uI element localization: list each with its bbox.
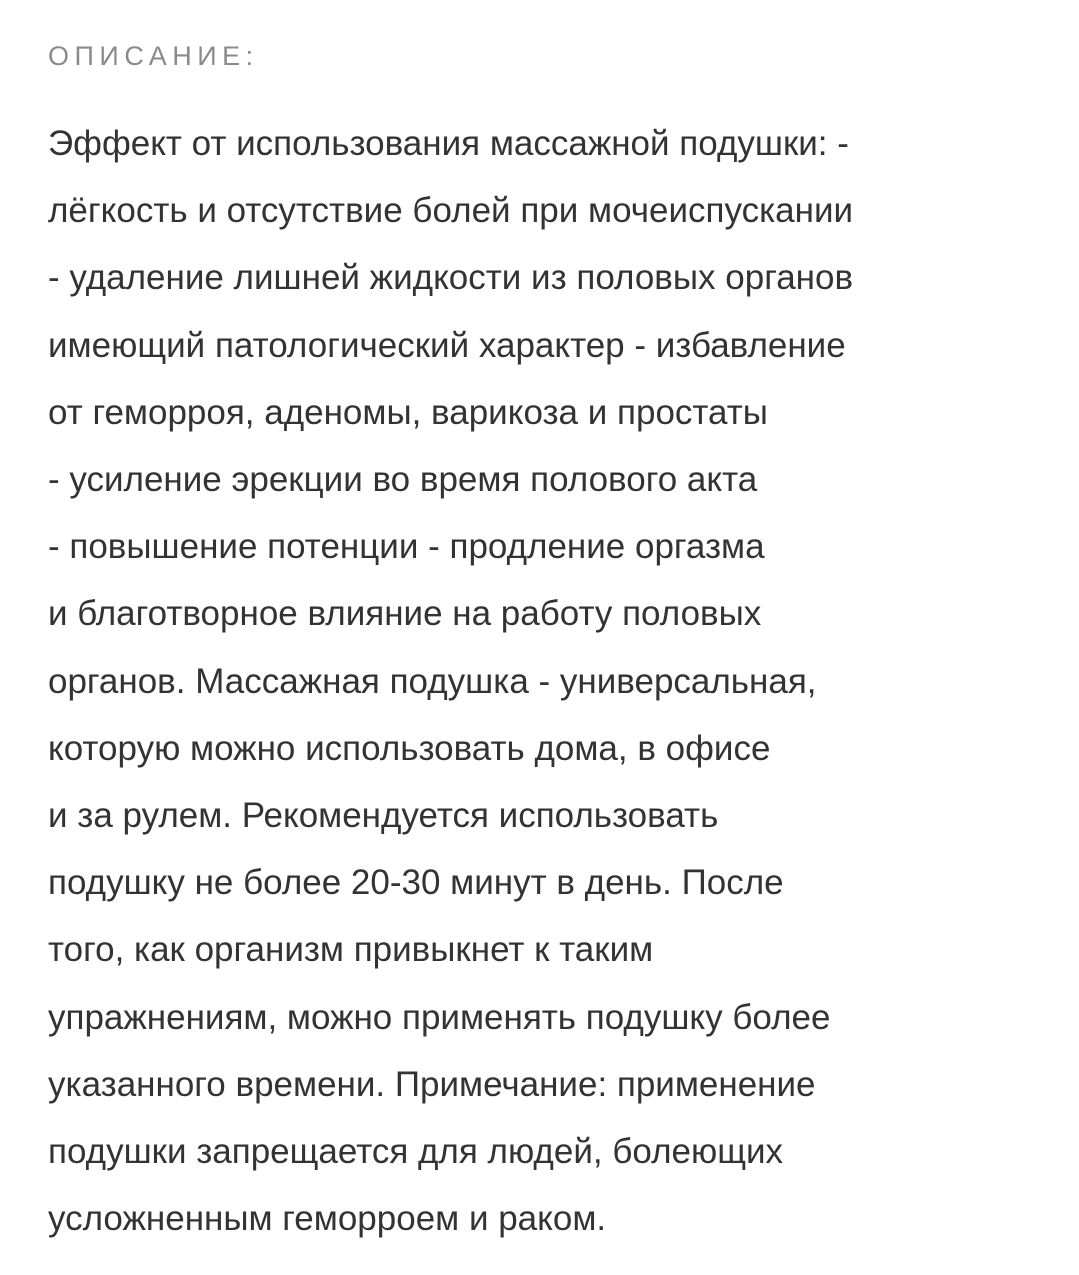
description-line: - усиление эрекции во время полового акта — [48, 460, 758, 500]
description-line: Эффект от использования массажной подушки: - — [48, 124, 849, 163]
description-line: органов. Массажная подушка - универсальная, — [48, 661, 817, 701]
description-line: того, как организм привыкнет к таким — [48, 930, 654, 970]
description-line: лёгкость и отсутствие болей при мочеиспускании — [48, 191, 854, 231]
description-section — [48, 36, 1058, 1252]
description-line: подушки запрещается для людей, болеющих — [48, 1132, 784, 1172]
description-line: от геморроя, аденомы, варикоза и простаты — [48, 392, 768, 432]
description-line: и за рулем. Рекомендуется использовать — [48, 796, 719, 836]
description-text — [48, 110, 1058, 1252]
description-line: - повышение потенции - продление оргазма — [48, 527, 765, 567]
description-line: которую можно использовать дома, в офисе — [48, 728, 771, 768]
description-line: усложненным геморроем и раком. — [48, 1199, 607, 1239]
description-line: упражнениям, можно применять подушку более — [48, 997, 831, 1037]
description-line: имеющий патологический характер - избавление — [48, 325, 846, 365]
section-heading: ОПИСАНИЕ: — [48, 41, 259, 71]
description-line: подушку не более 20-30 минут в день. После — [48, 863, 784, 903]
description-line: указанного времени. Примечание: применение — [48, 1064, 816, 1104]
description-line: и благотворное влияние на работу половых — [48, 594, 762, 634]
description-line: - удаление лишней жидкости из половых органов — [48, 258, 854, 298]
